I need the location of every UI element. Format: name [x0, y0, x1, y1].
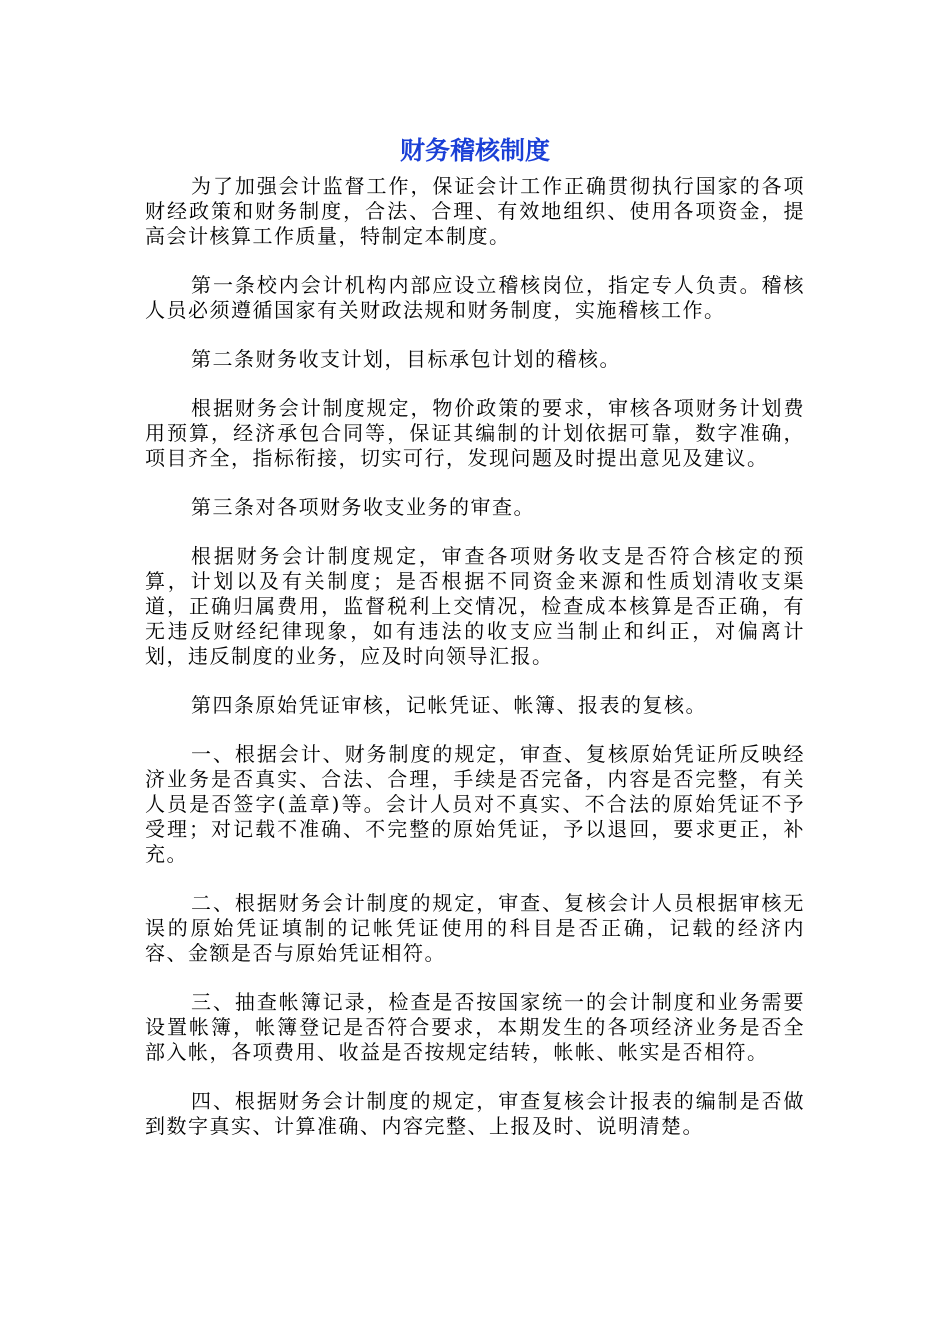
- paragraph-article-4-item-2: 二、根据财务会计制度的规定，审查、复核会计人员根据审核无误的原始凭证填制的记帐凭证使用的科目是否正确，记载的经济内容、金额是否与原始凭证相符。: [145, 891, 805, 965]
- paragraph-article-4-heading: 第四条原始凭证审核，记帐凭证、帐簿、报表的复核。: [191, 693, 707, 717]
- paragraph-article-3-body: 根据财务会计制度规定，审查各项财务收支是否符合核定的预算，计划以及有关制度；是否根据不同资金来源和性质划清收支渠道，正确归属费用，监督税利上交情况，检查成本核算是否正确，有无违反财经纪律现象，如有违法的收支应当制止和纠正，对偏离计划，违反制度的业务，应及时向领导汇报。: [145, 544, 805, 668]
- paragraph-article-2-heading: 第二条财务收支计划，目标承包计划的稽核。: [191, 347, 621, 371]
- paragraph-article-2-body: 根据财务会计制度规定，物价政策的要求，审核各项财务计划费用预算，经济承包合同等，保证其编制的计划依据可靠，数字准确，项目齐全，指标衔接，切实可行，发现问题及时提出意见及建议。: [145, 396, 805, 470]
- paragraph-article-4-item-4: 四、根据财务会计制度的规定，审查复核会计报表的编制是否做到数字真实、计算准确、内容完整、上报及时、说明清楚。: [145, 1089, 805, 1138]
- paragraph-article-1: 第一条校内会计机构内部应设立稽核岗位，指定专人负责。稽核人员必须遵循国家有关财政法规和财务制度，实施稽核工作。: [145, 273, 805, 322]
- paragraph-article-3-heading: 第三条对各项财务收支业务的审查。: [191, 495, 535, 519]
- paragraph-article-4-item-3: 三、抽查帐簿记录，检查是否按国家统一的会计制度和业务需要设置帐簿，帐簿登记是否符合要求，本期发生的各项经济业务是否全部入帐，各项费用、收益是否按规定结转，帐帐、帐实是否相符。: [145, 990, 805, 1064]
- document-title: 财务稽核制度: [399, 136, 550, 165]
- document-body: [145, 174, 805, 1163]
- paragraph-intro: 为了加强会计监督工作，保证会计工作正确贯彻执行国家的各项财经政策和财务制度，合法、合理、有效地组织、使用各项资金，提高会计核算工作质量，特制定本制度。: [145, 174, 805, 248]
- paragraph-article-4-item-1: 一、根据会计、财务制度的规定，审查、复核原始凭证所反映经济业务是否真实、合法、合理，手续是否完备，内容是否完整，有关人员是否签字(盖章)等。会计人员对不真实、不合法的原始凭证不予受理；对记载不准确、不完整的原始凭证，予以退回，要求更正，补充。: [145, 742, 805, 866]
